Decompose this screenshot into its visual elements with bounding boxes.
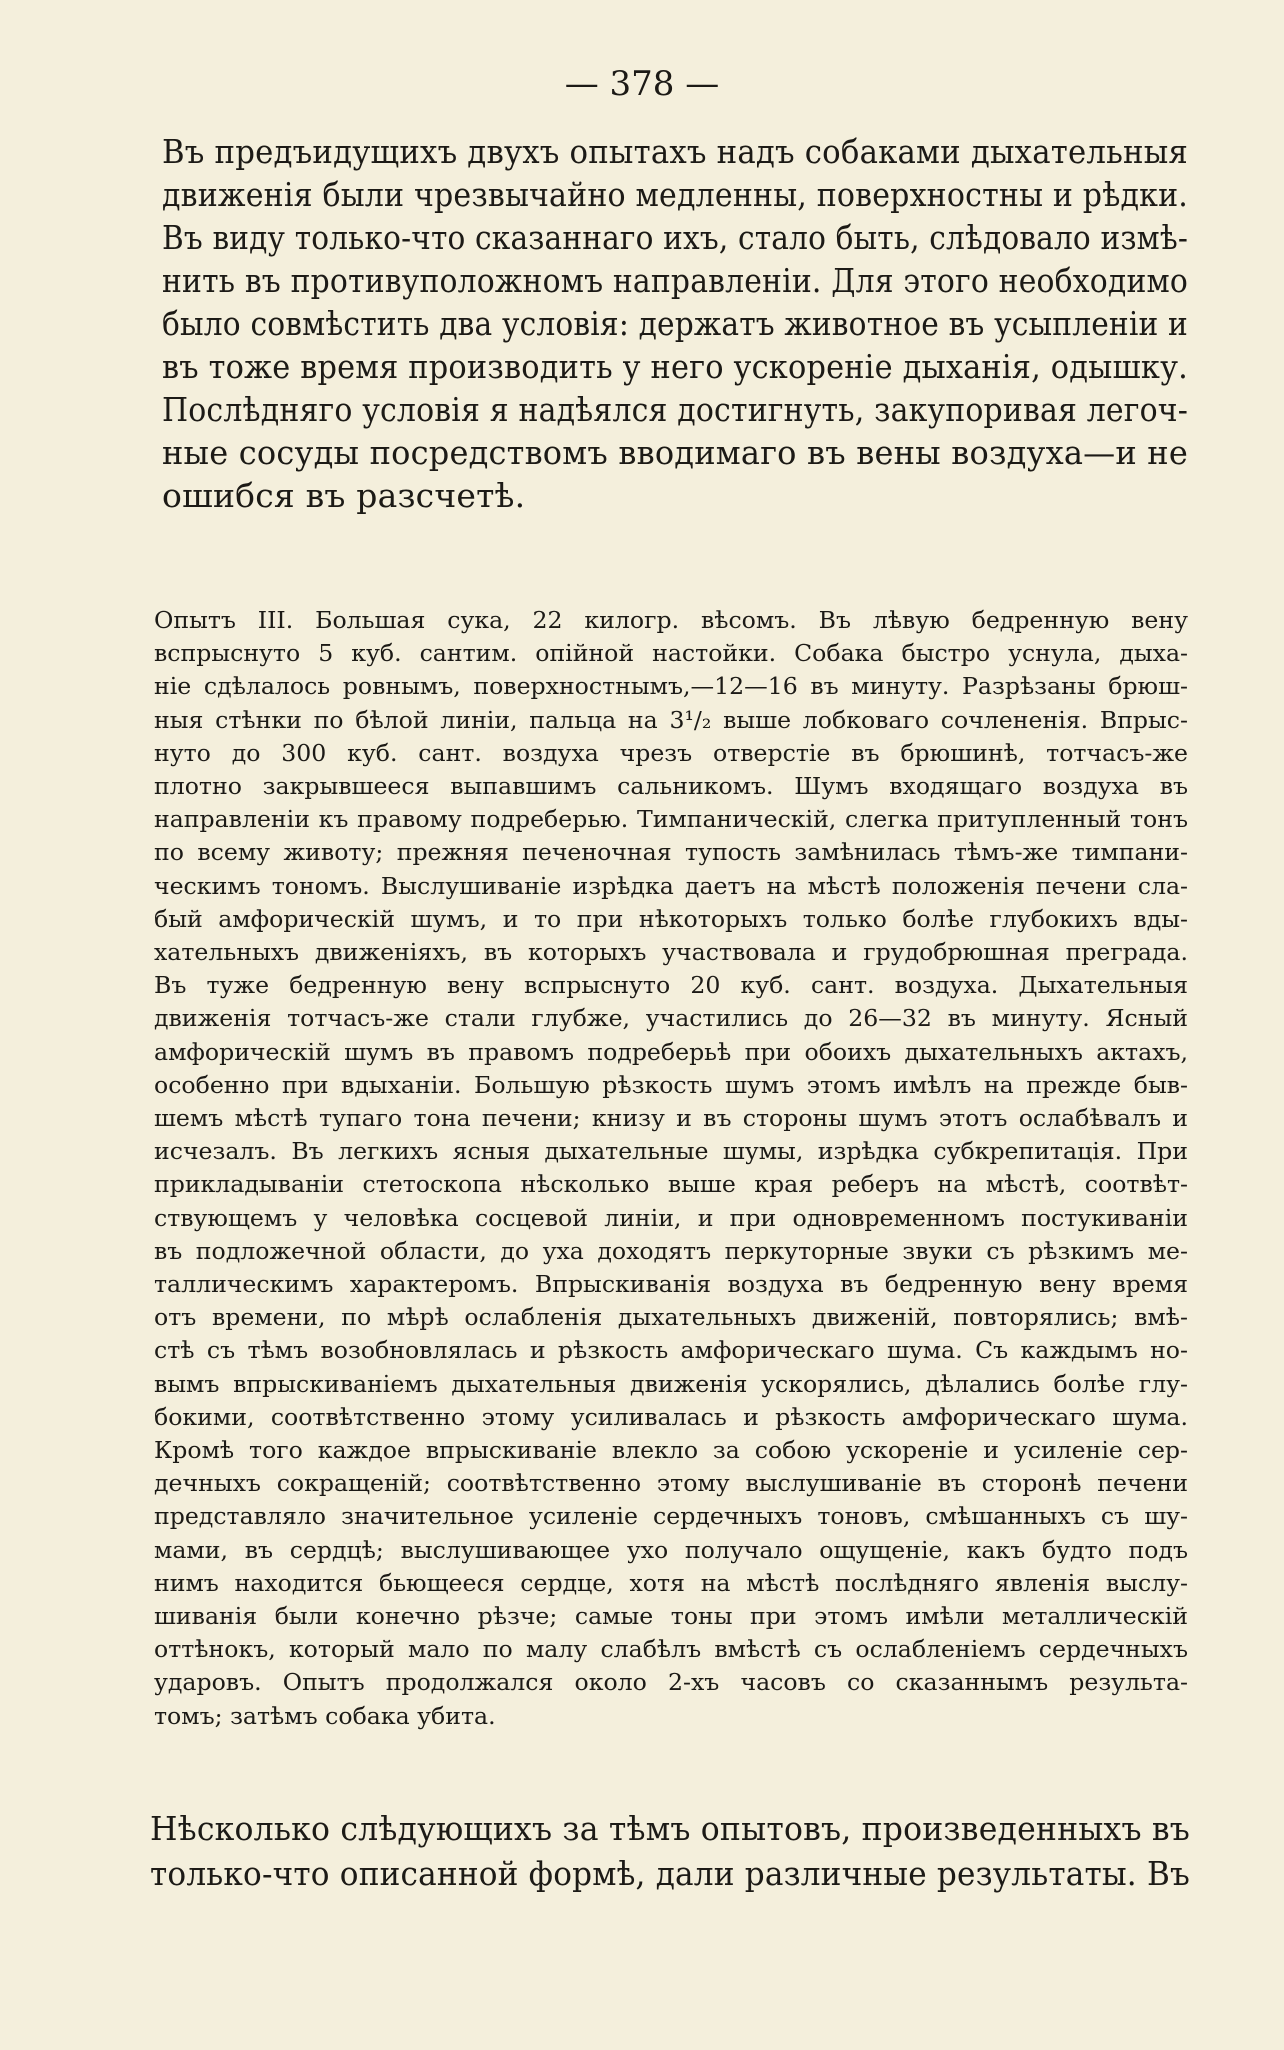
text-line: ніе сдѣлалось ровнымъ, поверхностнымъ,—12—16 въ минуту. Разрѣзаны брюш-	[154, 672, 1188, 701]
text-line: ударовъ. Опытъ продолжался около 2-хъ часовъ со сказаннымъ результа-	[154, 1668, 1188, 1697]
text-line: шемъ мѣстѣ тупаго тона печени; книзу и въ стороны шумъ этотъ ослабѣвалъ и	[154, 1104, 1188, 1132]
text-line: дечныхъ сокращеній; соотвѣтственно этому выслушиваніе въ сторонѣ печени	[154, 1469, 1188, 1498]
text-line: амфорическій шумъ въ правомъ подреберьѣ при обоихъ дыхательныхъ актахъ,	[154, 1037, 1188, 1066]
page-number: — 378 —	[564, 64, 720, 104]
text-line: направленіи къ правому подреберью. Тимпаническій, слегка притупленный тонъ	[154, 805, 1188, 834]
text-line: прикладываніи стетоскопа нѣсколько выше края реберъ на мѣстѣ, соотвѣт-	[154, 1170, 1188, 1199]
text-line: Послѣдняго условія я надѣялся достигнуть, закупоривая легоч-	[162, 390, 1188, 429]
text-line: шиванія были конечно рѣзче; самые тоны при этомъ имѣли металлическій	[154, 1602, 1188, 1630]
text-line: оттѣнокъ, который мало по малу слабѣлъ вмѣстѣ съ ослабленіемъ сердечныхъ	[154, 1635, 1188, 1664]
text-line: Кромѣ того каждое впрыскиваніе влекло за собою ускореніе и усиленіе сер-	[154, 1436, 1188, 1464]
text-line: стѣ съ тѣмъ возобновлялась и рѣзкость амфорическаго шума. Съ каждымъ но-	[154, 1336, 1188, 1365]
text-line: нимъ находится бьющееся сердце, хотя на мѣстѣ послѣдняго явленія выслу-	[154, 1568, 1188, 1597]
text-line: исчезалъ. Въ легкихъ ясныя дыхательные шумы, изрѣдка субкрепитація. При	[154, 1137, 1188, 1166]
text-line: Опытъ III. Большая сука, 22 килогр. вѣсомъ. Въ лѣвую бедренную вену	[154, 606, 1188, 634]
text-line: Въ предъидущихъ двухъ опытахъ надъ собаками дыхательныя	[162, 132, 1188, 171]
text-line: ные сосуды посредствомъ вводимаго въ вены воздуха—и не	[162, 433, 1188, 472]
text-line: нуто до 300 куб. сант. воздуха чрезъ отверстіе въ брюшинѣ, тотчасъ-же	[154, 738, 1188, 767]
text-line: нить въ противуположномъ направленіи. Для этого необходимо	[162, 261, 1188, 300]
text-line: ствующемъ у человѣка сосцевой линіи, и при одновременномъ постукиваніи	[154, 1203, 1188, 1232]
text-line: по всему животу; прежняя печеночная тупость замѣнилась тѣмъ-же тимпани-	[154, 838, 1188, 867]
text-line: томъ; затѣмъ собака убита.	[154, 1701, 496, 1730]
text-line: представляло значительное усиленіе сердечныхъ тоновъ, смѣшанныхъ съ шу-	[154, 1502, 1188, 1531]
text-line: Въ виду только-что сказаннаго ихъ, стало быть, слѣдовало измѣ-	[162, 218, 1188, 257]
text-line: плотно закрывшееся выпавшимъ сальникомъ. Шумъ входящаго воздуха въ	[154, 772, 1188, 800]
text-line: ныя стѣнки по бѣлой линіи, пальца на 3¹/₂ выше лобковаго сочлененія. Впрыс-	[154, 705, 1188, 734]
text-line: бый амфорическій шумъ, и то при нѣкоторыхъ только болѣе глубокихъ вды-	[154, 904, 1188, 933]
text-line: вымъ впрыскиваніемъ дыхательныя движенія ускорялись, дѣлались болѣе глу-	[154, 1369, 1188, 1398]
text-line: движенія тотчасъ-же стали глубже, участились до 26—32 въ минуту. Ясный	[154, 1004, 1188, 1033]
text-line: въ подложечной области, до уха доходятъ перкуторные звуки съ рѣзкимъ ме-	[154, 1236, 1188, 1265]
text-line: таллическимъ характеромъ. Впрыскиванія воздуха въ бедренную вену время	[154, 1270, 1188, 1298]
text-line: въ тоже время производить у него ускореніе дыханія, одышку.	[162, 347, 1188, 386]
text-line: мами, въ сердцѣ; выслушивающее ухо получало ощущеніе, какъ будто подъ	[154, 1535, 1188, 1564]
text-line: отъ времени, по мѣрѣ ослабленія дыхательныхъ движеній, повторялись; вмѣ-	[154, 1303, 1188, 1332]
text-line: только-что описанной формѣ, дали различные результаты. Въ	[150, 1854, 1190, 1893]
text-line: Въ туже бедренную вену вспрыснуто 20 куб. сант. воздуха. Дыхательныя	[154, 971, 1188, 1000]
text-line: хательныхъ движеніяхъ, въ которыхъ участвовала и грудобрюшная преграда.	[154, 938, 1188, 966]
text-line: Нѣсколько слѣдующихъ за тѣмъ опытовъ, произведенныхъ въ	[150, 1809, 1190, 1848]
text-line: ческимъ тономъ. Выслушиваніе изрѣдка даетъ на мѣстѣ положенія печени сла-	[154, 871, 1188, 900]
text-line: вспрыснуто 5 куб. сантим. опійной настойки. Собака быстро уснула, дыха-	[154, 639, 1188, 668]
text-line: движенія были чрезвычайно медленны, поверхностны и рѣдки.	[162, 175, 1188, 214]
text-line: было совмѣстить два условія: держатъ животное въ усыпленіи и	[162, 304, 1188, 343]
text-line: бокими, соотвѣтственно этому усиливалась и рѣзкость амфорическаго шума.	[154, 1402, 1188, 1431]
text-line: особенно при вдыханіи. Большую рѣзкость шумъ этомъ имѣлъ на прежде быв-	[154, 1070, 1188, 1099]
text-line: ошибся въ разсчетѣ.	[162, 476, 526, 515]
